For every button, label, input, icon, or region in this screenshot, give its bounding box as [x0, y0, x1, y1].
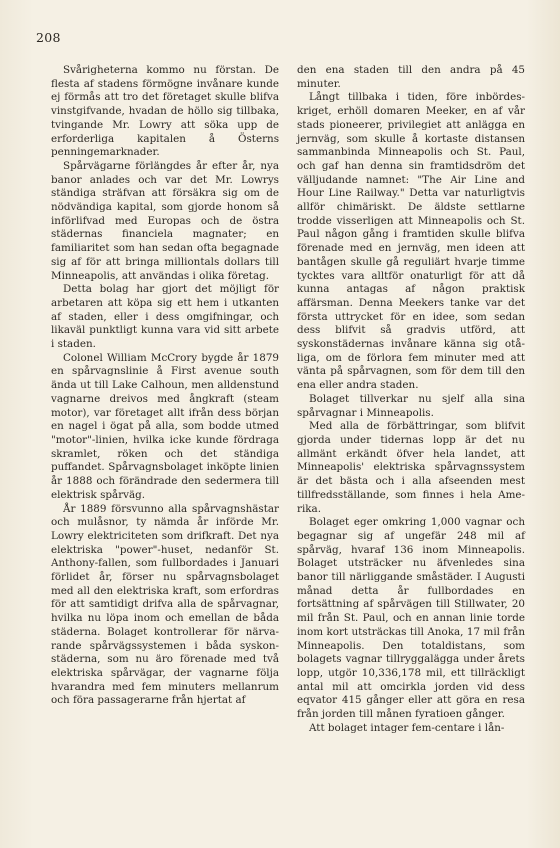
paragraph: Spårvägarne förlängdes år efter år, nya banor anlades och var det Mr. Lowrys ständiga sträfvan att försäkra sig om de nödvändiga kapital, som gjorde honom så införlifvad med Europas och de östra städernas financiela magnater; en familiaritet som han sedan ofta begagnade sig af för att bringa milliontals dollars till Minneapolis, att användas i olika företag.: [51, 159, 279, 282]
paragraph: År 1889 försvunno alla spårvagnshästar och mulåsnor, ty nämda år införde Mr. Lowry elektriciteten som drifkraft. Det nya elektriska "power"-huset, nedanför St. Anthony-fallen, som fullbordades i Januari förlidet år, förser nu spårvagnsbolaget med all den elektriska kraft, som erfordras för att samtidigt drifva alla de spårvagnar, hvilka nu löpa inom och emellan de båda städerna. Bolaget kontrollerar för närvarande spårvägssystemen i båda syskonstäderna, som nu äro förenade med två elektriska spårvägar, der vagnarne följa hvarandra med fem minuters mellanrum och föra passagerarne från hjertat af: [51, 502, 279, 707]
right-column: [297, 64, 525, 840]
paragraph: Långt tillbaka i tiden, före inbördeskriget, erhöll domaren Meeker, en af vår stads pioneerer, privilegiet att anlägga en jernväg, som skulle å kortaste distansen sammanbinda Minneapolis och St. Paul, och gaf han denna sin framtidsdröm det välljudande namnet: "The Air Line and Hour Line Railway." Detta var naturligtvis allför chimäriskt. De äldste settlarne trodde visserligen att Minneapolis och St. Paul någon gång i framtiden skulle blifva förenade med en jernväg, men ideen att bantågen skulle gå reguliärt hvarje timme tycktes vara alltför onaturligt för att då kunna antagas af någon praktisk affärsman. Denna Meekers tanke var det första uttrycket för en idee, som sedan dess blifvit så gradvis utförd, att syskonstädernas invånare känna sig otåliga, om de förlora fem minuter med att vänta på spårvagnen, som för dem till den ena eller andra staden.: [297, 91, 525, 392]
paragraph: Svårigheterna kommo nu förstan. De flesta af stadens förmögne invånare kunde ej förmås att tro det företaget skulle blifva vinstgifvande, hvadan de höllo sig tillbaka, tvingande Mr. Lowry att söka upp de erforderliga kapitalen å Österns penningemarknader.: [51, 64, 279, 159]
paragraph: Colonel William McCrory bygde år 1879 en spårvagnslinie å First avenue south ända ut till Lake Calhoun, men alldenstund vagnarne dreivos med ångkraft (steam motor), var företaget allt ifrån dess början en nagel i ögat på alla, som bodde utmed "motor"-linien, hvilka icke kunde fördraga skramlet, röken och det ständiga puffandet. Spårvagnsbolaget inköpte linien år 1888 och förändrade den sedermera till elektrisk spårväg.: [51, 351, 279, 501]
page-number: 208: [36, 30, 61, 45]
paragraph: Att bolaget intager fem-centare i lån-: [309, 721, 505, 734]
paragraph: Med alla de förbättringar, som blifvit gjorda under tidernas lopp är det nu allmänt erkändt öfver hela landet, att Minneapolis' elektriska spårvagnssystem är det bästa och i alla afseenden mest tillfredsställande, som finnes i hela Amerika.: [297, 420, 525, 515]
paragraph: Detta bolag har gjort det möjligt för arbetaren att köpa sig ett hem i utkanten af staden, eller i dess omgifningar, och likaväl punktligt kunna vara vid sitt arbete i staden.: [51, 283, 279, 351]
text-columns: [51, 64, 525, 840]
paragraph-continued: den ena staden till den andra på 45 minuter.: [297, 64, 525, 90]
paragraph: Bolaget tillverkar nu sjelf alla sina spårvagnar i Minneapolis.: [297, 392, 525, 419]
paragraph: Bolaget eger omkring 1,000 vagnar och begagnar sig af ungefär 248 mil af spårväg, hvaraf 136 inom Minneapolis. Bolaget utsträcker nu äfvenledes sina banor till närliggande småstäder. I Augusti månad detta år fullbordades en fortsättning af spårvägen till Stillwater, 20 mil från St. Paul, och en annan linie torde inom kort utsträckas till Anoka, 17 mil från Minneapolis. Den totaldistans, som bolagets vagnar tillryggalägga under årets lopp, utgör 10,336,178 mil, ett tillräckligt antal mil att omcirkla jorden vid dess eqvator 415 gånger eller att göra en resa från jorden till månen fyratioen gånger.: [297, 516, 525, 721]
left-column: [51, 64, 279, 840]
